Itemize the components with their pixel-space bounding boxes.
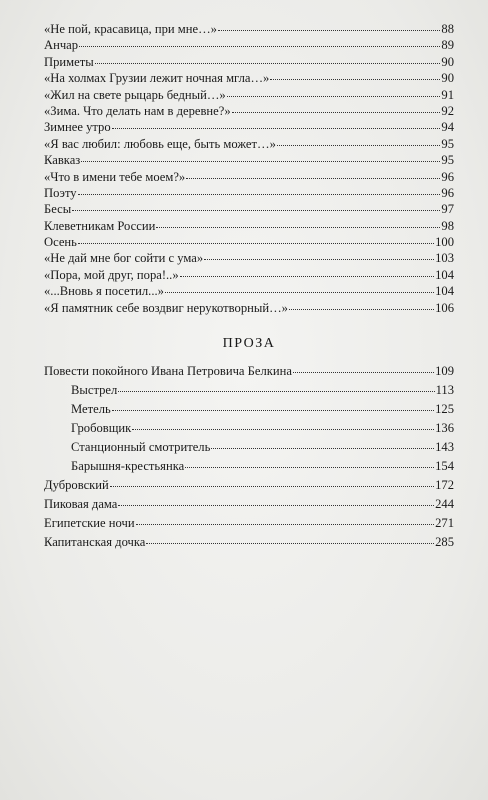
poetry-list xyxy=(44,21,454,316)
dot-leader xyxy=(110,477,434,489)
dot-leader xyxy=(112,401,434,413)
entry-title: Анчар xyxy=(44,38,79,53)
entry-page: 103 xyxy=(435,251,454,266)
toc-entry xyxy=(44,250,454,266)
dot-leader xyxy=(227,87,441,99)
entry-title: Станционный смотритель xyxy=(71,440,211,455)
toc-entry xyxy=(44,103,454,119)
entry-page: 100 xyxy=(435,235,454,250)
entry-page: 136 xyxy=(435,421,454,436)
entry-page: 96 xyxy=(441,185,454,200)
toc-entry xyxy=(44,21,454,37)
toc-entry xyxy=(44,476,454,495)
toc-entry xyxy=(44,419,454,438)
entry-page: 94 xyxy=(441,120,454,135)
entry-title: «Жил на свете рыцарь бедный…» xyxy=(44,87,226,102)
entry-page: 91 xyxy=(441,87,454,102)
entry-title: «Не дай мне бог сойти с ума» xyxy=(44,251,204,266)
dot-leader xyxy=(186,169,440,181)
entry-page: 98 xyxy=(441,218,454,233)
entry-page: 106 xyxy=(435,300,454,315)
entry-title: Осень xyxy=(44,235,77,250)
toc-entry xyxy=(44,267,454,283)
dot-leader xyxy=(165,283,434,295)
dot-leader xyxy=(232,103,441,115)
toc-entry xyxy=(44,37,454,53)
toc-entry xyxy=(44,362,454,381)
entry-title: «Я вас любил: любовь еще, быть может…» xyxy=(44,136,276,151)
dot-leader xyxy=(156,218,440,230)
entry-page: 125 xyxy=(435,402,454,417)
toc-entry xyxy=(44,136,454,152)
dot-leader xyxy=(118,382,434,394)
dot-leader xyxy=(78,185,441,197)
entry-page: 172 xyxy=(435,478,454,493)
entry-page: 88 xyxy=(441,22,454,36)
toc-entry xyxy=(44,514,454,533)
toc-entry xyxy=(44,119,454,135)
toc-entry xyxy=(44,169,454,185)
entry-page: 109 xyxy=(435,364,454,379)
toc-entry xyxy=(44,457,454,476)
toc-entry xyxy=(44,87,454,103)
entry-title: Дубровский xyxy=(44,478,109,493)
entry-title: Барышня-крестьянка xyxy=(71,459,185,474)
toc-entry xyxy=(44,438,454,457)
dot-leader xyxy=(79,37,440,49)
toc-entry xyxy=(44,283,454,299)
dot-leader xyxy=(180,267,434,279)
entry-page: 113 xyxy=(435,383,454,398)
entry-page: 92 xyxy=(441,103,454,118)
entry-title: «На холмах Грузии лежит ночная мгла…» xyxy=(44,71,270,86)
entry-title: «Не пой, красавица, при мне…» xyxy=(44,22,217,36)
dot-leader xyxy=(72,201,440,213)
dot-leader xyxy=(78,234,434,246)
toc-entry xyxy=(44,70,454,86)
entry-title: «...Вновь я посетил...» xyxy=(44,284,164,299)
entry-page: 90 xyxy=(441,71,454,86)
entry-title: Приметы xyxy=(44,54,94,69)
entry-title: Гробовщик xyxy=(71,421,132,436)
entry-page: 244 xyxy=(435,497,454,512)
entry-title: Клеветникам России xyxy=(44,218,156,233)
toc-entry xyxy=(44,201,454,217)
entry-page: 95 xyxy=(441,153,454,168)
entry-page: 96 xyxy=(441,169,454,184)
dot-leader xyxy=(270,70,440,82)
dot-leader xyxy=(293,363,434,375)
entry-title: Зимнее утро xyxy=(44,120,111,135)
entry-page: 104 xyxy=(435,284,454,299)
entry-title: Капитанская дочка xyxy=(44,535,146,550)
toc-entry xyxy=(44,54,454,70)
toc-entry xyxy=(44,185,454,201)
prose-list xyxy=(44,362,454,552)
entry-title: «Что в имени тебе моем?» xyxy=(44,169,186,184)
table-of-contents xyxy=(44,21,454,552)
entry-title: Повести покойного Ивана Петровича Белкина xyxy=(44,364,292,379)
entry-page: 97 xyxy=(441,202,454,217)
entry-title: Пиковая дама xyxy=(44,497,118,512)
entry-title: Бесы xyxy=(44,202,72,217)
toc-entry xyxy=(44,400,454,419)
dot-leader xyxy=(289,300,434,312)
entry-page: 154 xyxy=(435,459,454,474)
entry-page: 89 xyxy=(441,38,454,53)
dot-leader xyxy=(118,496,434,508)
toc-entry xyxy=(44,234,454,250)
entry-title: Выстрел xyxy=(71,383,118,398)
dot-leader xyxy=(95,54,441,66)
dot-leader xyxy=(136,515,435,527)
dot-leader xyxy=(132,420,434,432)
toc-entry xyxy=(44,300,454,316)
entry-page: 143 xyxy=(435,440,454,455)
dot-leader xyxy=(211,439,434,451)
dot-leader xyxy=(277,136,441,148)
entry-title: Кавказ xyxy=(44,153,81,168)
toc-entry xyxy=(44,152,454,168)
dot-leader xyxy=(112,119,441,131)
dot-leader xyxy=(185,458,434,470)
toc-entry xyxy=(44,381,454,400)
dot-leader xyxy=(146,534,434,546)
entry-page: 95 xyxy=(441,136,454,151)
entry-title: Египетские ночи xyxy=(44,516,135,531)
entry-page: 271 xyxy=(435,516,454,531)
entry-title: «Я памятник себе воздвиг нерукотворный…» xyxy=(44,300,288,315)
entry-title: «Зима. Что делать нам в деревне?» xyxy=(44,103,231,118)
dot-leader xyxy=(218,21,440,33)
entry-title: Поэту xyxy=(44,185,77,200)
entry-page: 285 xyxy=(435,535,454,550)
entry-title: «Пора, мой друг, пора!..» xyxy=(44,267,179,282)
toc-entry xyxy=(44,218,454,234)
entry-title: Метель xyxy=(71,402,111,417)
entry-page: 90 xyxy=(441,54,454,69)
dot-leader xyxy=(204,250,434,262)
entry-page: 104 xyxy=(435,267,454,282)
dot-leader xyxy=(81,152,440,164)
toc-entry xyxy=(44,533,454,552)
prose-section-heading: ПРОЗА xyxy=(222,336,276,352)
toc-entry xyxy=(44,495,454,514)
